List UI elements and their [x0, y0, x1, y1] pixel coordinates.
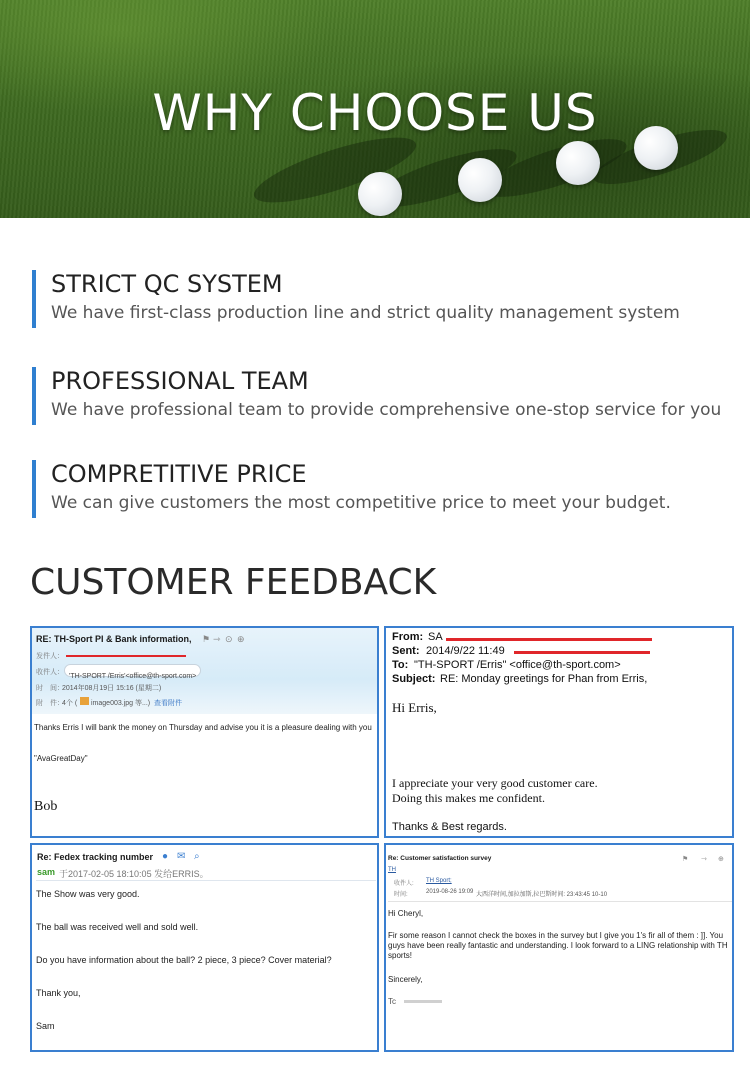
to-label: 收件人: — [394, 881, 414, 887]
sender-name[interactable]: sam — [37, 867, 56, 877]
recipient-chip — [64, 664, 201, 680]
flag-icon: ⚑ — [202, 634, 211, 644]
time-value: 2019-08-26 19:09 — [426, 889, 474, 895]
to-label: To: — [392, 659, 409, 671]
header-divider — [36, 880, 376, 881]
subject-value: RE: Monday greetings for Phan from Erris, — [440, 673, 648, 685]
subject-label: Subject: — [392, 673, 436, 685]
email-greeting: Hi Erris, — [392, 700, 437, 715]
email-subject: Re: Customer satisfaction survey — [388, 855, 492, 862]
sent-value: 2014/9/22 11:49 — [426, 645, 505, 657]
email-body-line: Thanks Erris I will bank the money on Thursday and advise you it is a pleasure dealing with you — [34, 723, 372, 732]
mail-icon: ✉ — [177, 851, 186, 862]
feature-description: We have professional team to provide comprehensive one-stop service for you — [51, 400, 722, 420]
forward-icon: ⇾ — [213, 634, 221, 644]
redaction-mark — [404, 1000, 442, 1003]
email-body-line: "AvaGreatDay" — [34, 754, 88, 763]
attach-label: 附 件： — [36, 700, 64, 707]
from-label: 发件人： — [36, 653, 64, 660]
email-greeting: Hi Cheryl, — [388, 909, 424, 918]
feature-title: COMPRETITIVE PRICE — [51, 460, 307, 488]
view-attachments-link[interactable]: 查看附件 — [154, 700, 182, 707]
from-value: SA — [428, 631, 443, 643]
hero-title: WHY CHOOSE US — [152, 84, 598, 142]
header-divider — [388, 901, 732, 902]
golf-ball-image — [358, 172, 402, 216]
recipient-value: 'TH-SPORT /Erris'<office@th-sport.com> — [69, 673, 197, 680]
more-icon: ⊕ — [237, 634, 245, 644]
redaction-line — [446, 638, 652, 641]
time-label: 时间: — [394, 892, 408, 898]
email-subject: Re: Fedex tracking number — [37, 852, 154, 862]
forward-icon: ⇾ — [701, 856, 707, 863]
attach-file: image003.jpg 等...) — [91, 700, 151, 707]
email-body-line: Thank you, — [36, 988, 81, 998]
email-body-line: I appreciate your very good customer care. — [392, 776, 598, 790]
from-label: From: — [392, 631, 424, 643]
search-icon: ⌕ — [194, 851, 200, 862]
time-label: 时 间： — [36, 685, 64, 692]
from-value: TH — [388, 867, 396, 873]
section-title: CUSTOMER FEEDBACK — [30, 562, 437, 603]
redaction-line — [66, 655, 186, 657]
golf-ball-image — [556, 141, 600, 185]
sent-label: Sent: — [392, 645, 420, 657]
hero-banner — [0, 0, 750, 218]
contact-icon: ● — [162, 851, 169, 862]
email-body-line: Doing this makes me confident. — [392, 791, 545, 805]
feature-title: STRICT QC SYSTEM — [51, 270, 283, 298]
email-closing: Sincerely, — [388, 975, 423, 984]
feedback-card-cheryl — [384, 843, 734, 1052]
feedback-card-bob — [30, 626, 379, 838]
feature-price — [32, 460, 722, 518]
to-label: 收件人： — [36, 669, 64, 676]
email-body: Fir some reason I cannot check the boxes in the survey but I give you 1's fir all of them : ]]. You guys have been really fantastic and understanding. I look forward to a LING relationship with TH sports! — [388, 931, 728, 960]
more-icon: ⊕ — [718, 856, 724, 863]
feature-description: We can give customers the most competitive price to meet your budget. — [51, 493, 671, 513]
feature-team — [32, 367, 722, 425]
clock-icon: ⊙ — [225, 634, 233, 644]
to-value: TH Sport; — [426, 878, 452, 884]
email-meta: 于2017-02-05 18:10:05 发给ERRIS。 — [59, 869, 209, 879]
time-value: 2014年08月19日 15:16 (星期二) — [62, 685, 162, 692]
email-signature: Tc — [388, 997, 396, 1006]
email-body-line: Do you have information about the ball? 2 piece, 3 piece? Cover material? — [36, 955, 332, 965]
to-value: "TH-SPORT /Erris" <office@th-sport.com> — [414, 659, 621, 671]
feature-title: PROFESSIONAL TEAM — [51, 367, 309, 395]
email-closing: Thanks & Best regards. — [392, 821, 507, 833]
email-subject: RE: TH-Sport PI & Bank information, — [36, 634, 192, 644]
redaction-line — [514, 651, 650, 654]
email-signature: Bob — [34, 799, 58, 814]
feature-qc — [32, 270, 722, 328]
golf-ball-image — [458, 158, 502, 202]
feature-description: We have first-class production line and strict quality management system — [51, 303, 680, 323]
image-icon — [80, 697, 89, 705]
time-zone: 大西洋时间,加拉加斯,拉巴斯时间: 23:43:45 10-10 — [476, 892, 608, 898]
attach-count: 4个 ( — [62, 700, 78, 707]
email-signature: Sam — [36, 1021, 55, 1031]
feedback-card-sam — [30, 843, 379, 1052]
feedback-card-erris — [384, 626, 734, 838]
email-body-line: The Show was very good. — [36, 889, 140, 899]
email-body-line: The ball was received well and sold well. — [36, 922, 199, 932]
flag-icon: ⚑ — [682, 856, 689, 863]
